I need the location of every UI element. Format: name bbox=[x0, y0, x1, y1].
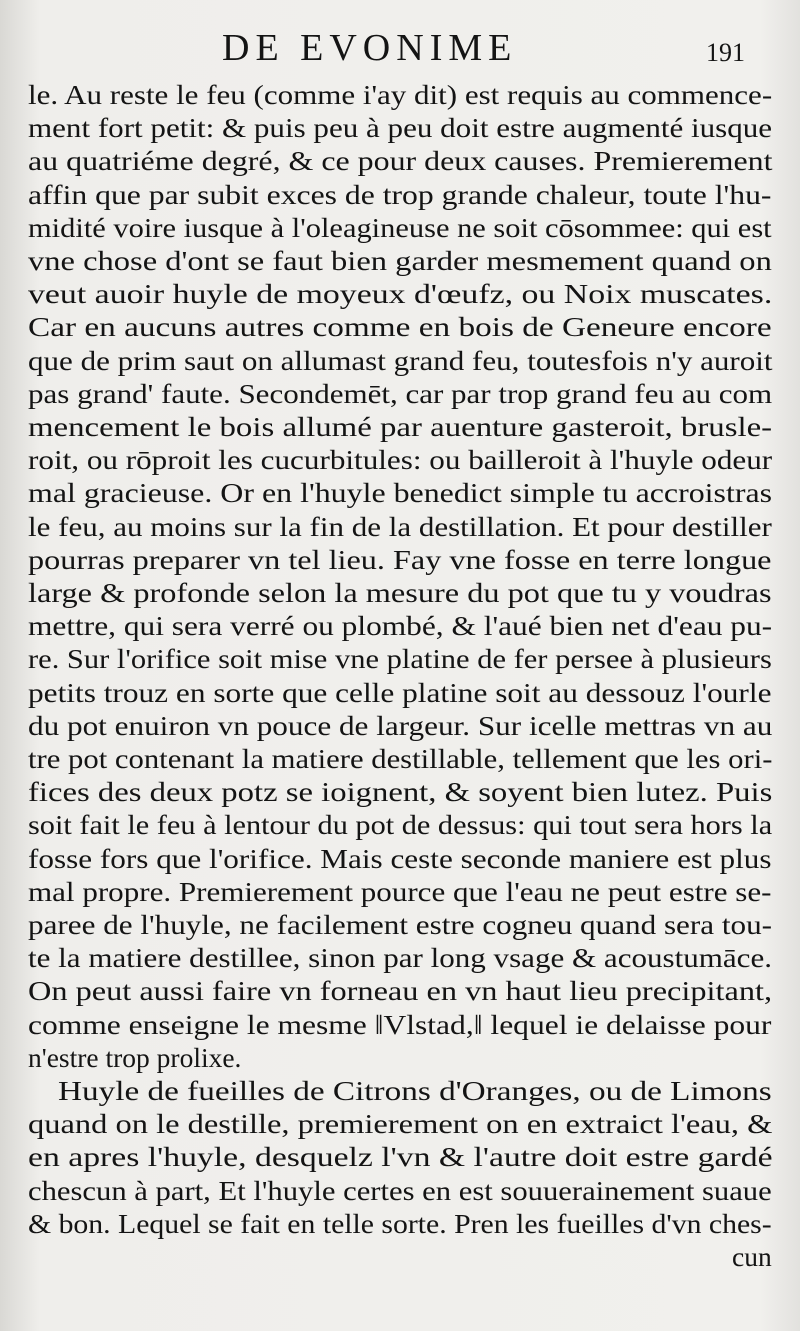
text-line: Huyle de fueilles de Citrons d'Oranges, ou de Limons bbox=[58, 1075, 772, 1106]
text-line: en apres l'huyle, desquelz l'vn & l'autre doit estre gardé bbox=[28, 1141, 773, 1173]
text-line: que de prim saut on allumast grand feu, toutesfois n'y auroit bbox=[28, 344, 773, 376]
text-line: mettre, qui sera verré ou plombé, & l'aué bien net d'eau pu- bbox=[28, 610, 773, 642]
text-line: comme enseigne le mesme ‖Vlstad,‖ lequel ie delaisse pour bbox=[28, 1008, 772, 1040]
text-line: le feu, au moins sur la fin de la destillation. Et pour destiller bbox=[28, 510, 772, 542]
text-line: re. Sur l'orifice soit mise vne platine de fer persee à plusieurs bbox=[28, 643, 772, 675]
text-line: du pot enuiron vn pouce de largeur. Sur icelle mettras vn au bbox=[28, 709, 773, 741]
running-title: DE EVONIME bbox=[222, 27, 518, 69]
text-line: vne chose d'ont se faut bien garder mesmement quand on bbox=[28, 245, 772, 276]
text-line: On peut aussi faire vn forneau en vn haut lieu precipitant, bbox=[28, 975, 773, 1007]
text-line: affin que par subit exces de trop grande chaleur, toute l'hu- bbox=[28, 178, 772, 210]
text-line: pourras preparer vn tel lieu. Fay vne fosse en terre longue bbox=[28, 543, 772, 575]
text-line: Car en aucuns autres comme en bois de Geneure encore bbox=[28, 311, 772, 343]
text-line: petits trouz en sorte que celle platine soit au dessouz l'ourle bbox=[28, 676, 772, 708]
text-line: te la matiere destillee, sinon par long vsage & acoustumāce. bbox=[28, 942, 773, 974]
text-line: mal gracieuse. Or en l'huyle benedict simple tu accroistras bbox=[28, 477, 773, 509]
text-line: mencement le bois allumé par auenture gasteroit, brusle- bbox=[28, 411, 773, 442]
text-line: soit fait le feu à lentour du pot de dessus: qui tout sera hors la bbox=[28, 809, 773, 841]
text-line: midité voire iusque à l'oleagineuse ne soit cōsommee: qui est bbox=[28, 211, 772, 243]
text-line: quand on le destille, premierement on en extraict l'eau, & bbox=[28, 1108, 773, 1140]
text-line: paree de l'huyle, ne facilement estre cogneu quand sera tou- bbox=[28, 909, 773, 940]
text-line: au quatriéme degré, & ce pour deux causes. Premierement bbox=[28, 145, 773, 177]
text-line: veut auoir huyle de moyeux d'œufz, ou Noix muscates. bbox=[28, 278, 773, 310]
text-line: fosse fors que l'orifice. Mais ceste seconde maniere est plus bbox=[28, 842, 772, 874]
catchword: cun bbox=[732, 1241, 772, 1272]
text-line: chescun à part, Et l'huyle certes en est souuerainement suaue bbox=[28, 1174, 772, 1206]
text-line: fices des deux potz se ioignent, & soyent bien lutez. Puis bbox=[28, 776, 773, 808]
text-line: n'estre trop prolixe. bbox=[28, 1041, 242, 1073]
running-head bbox=[0, 24, 800, 74]
text-line: mal propre. Premierement pource que l'eau ne peut estre se- bbox=[28, 875, 772, 907]
text-line: ment fort petit: & puis peu à peu doit estre augmenté iusque bbox=[28, 112, 773, 144]
text-line: & bon. Lequel se fait en telle sorte. Pren les fueilles d'vn ches- bbox=[28, 1207, 772, 1239]
page-number: 191 bbox=[706, 38, 745, 67]
text-line: pas grand' faute. Secondemēt, car par trop grand feu au com bbox=[28, 377, 773, 409]
text-line: le. Au reste le feu (comme i'ay dit) est requis au commence- bbox=[28, 79, 773, 110]
text-line: roit, ou rōproit les cucurbitules: ou bailleroit à l'huyle odeur bbox=[28, 444, 773, 476]
text-line: large & profonde selon la mesure du pot que tu y voudras bbox=[28, 577, 772, 608]
text-line: tre pot contenant la matiere destillable, tellement que les ori- bbox=[28, 743, 773, 774]
